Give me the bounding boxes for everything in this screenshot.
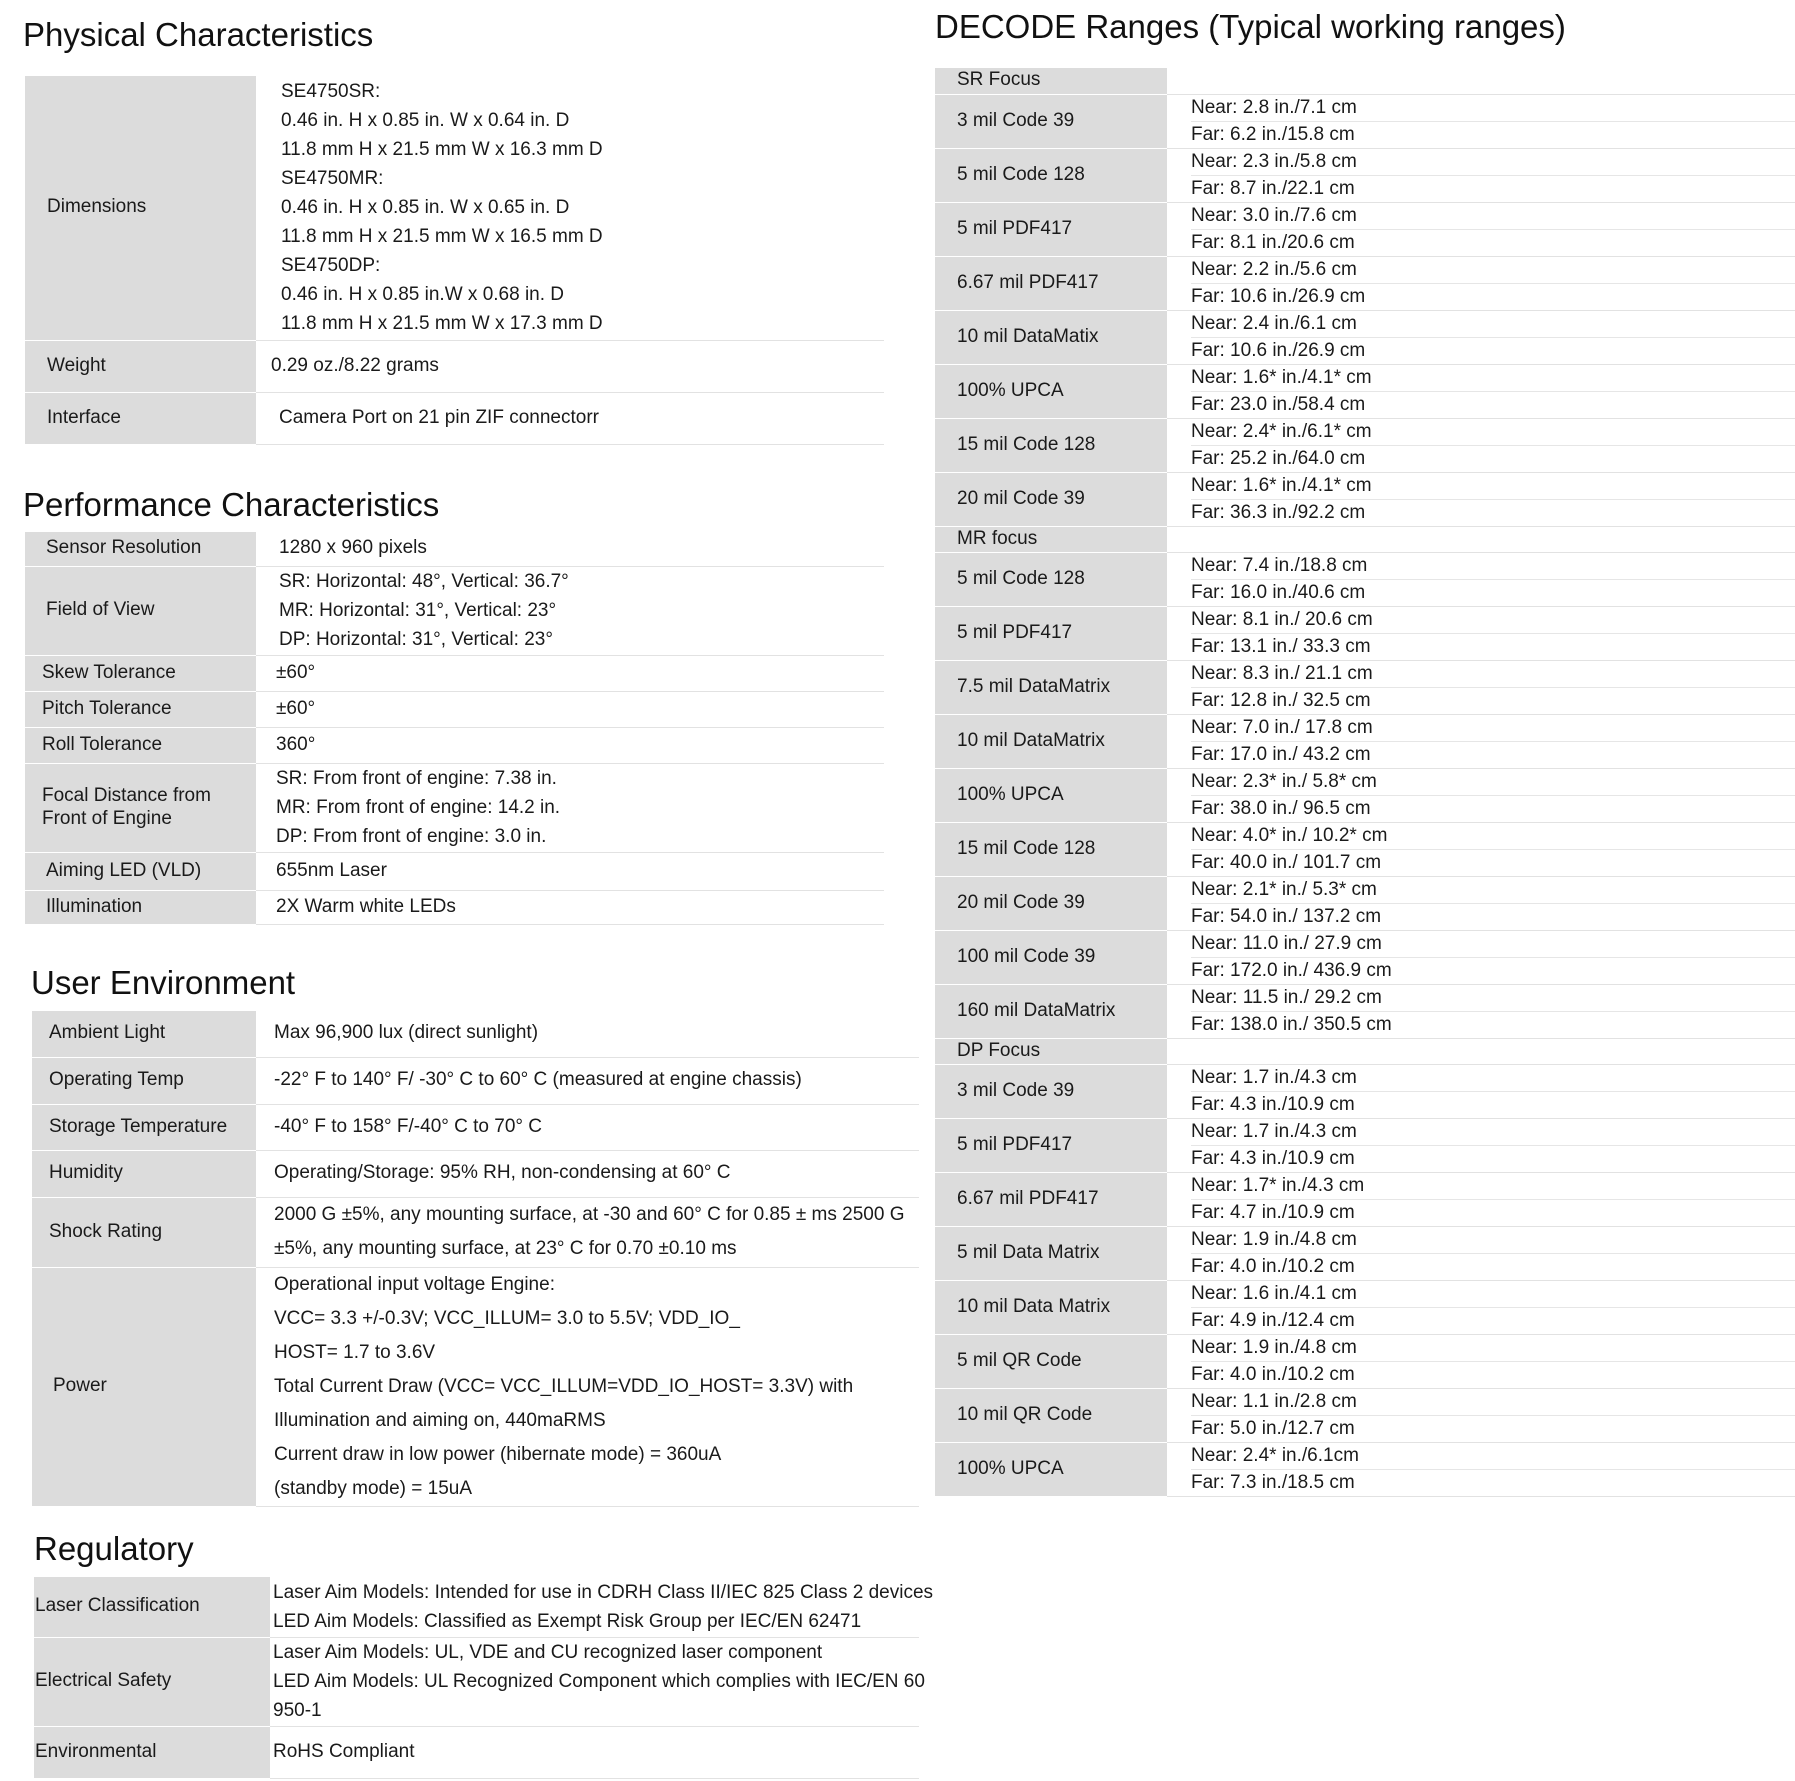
decode-symbology-label: 6.67 mil PDF417 <box>935 1172 1167 1226</box>
decode-row <box>935 660 1795 714</box>
decode-range-value <box>1167 1064 1795 1118</box>
decode-range-value <box>1167 310 1795 364</box>
decode-symbology-label: 10 mil DataMatrix <box>935 714 1167 768</box>
power-value: Operational input voltage Engine: VCC= 3.3 +/-0.3V; VCC_ILLUM= 3.0 to 5.5V; VDD_IO_ HOST= 1.7 to 3.6V Total Current Draw (VCC= VCC_ILLUM=VDD_IO_HOST= 3.3V) with Illumination and aiming on, 440maRMS Current draw in low power (hibernate mode) = 360uA (standby mode) = 15uA <box>256 1267 919 1506</box>
decode-far-range: Far: 23.0 in./58.4 cm <box>1191 393 1366 415</box>
decode-far-range: Far: 10.6 in./26.9 cm <box>1191 339 1366 361</box>
operating-temp-value: -22° F to 140° F/ -30° C to 60° C (measured at engine chassis) <box>256 1057 919 1104</box>
decode-row <box>935 202 1795 256</box>
decode-far-range: Far: 17.0 in./ 43.2 cm <box>1191 743 1371 765</box>
decode-near-range: Near: 8.1 in./ 20.6 cm <box>1191 607 1795 634</box>
decode-symbology-label: 5 mil Code 128 <box>935 148 1167 202</box>
decode-far-range: Far: 8.1 in./20.6 cm <box>1191 231 1355 253</box>
humidity-value: Operating/Storage: 95% RH, non-condensing at 60° C <box>256 1150 919 1197</box>
decode-near-range: Near: 3.0 in./7.6 cm <box>1191 203 1795 230</box>
decode-near-range: Near: 2.4* in./6.1* cm <box>1191 419 1795 446</box>
illumination-value: 2X Warm white LEDs <box>256 890 884 924</box>
decode-far-range: Far: 7.3 in./18.5 cm <box>1191 1471 1355 1493</box>
pitch-tolerance-value: ±60° <box>256 691 884 727</box>
laser-classification-label: Laser Classification <box>34 1577 270 1637</box>
decode-range-value <box>1167 1442 1795 1496</box>
decode-symbology-label: 100% UPCA <box>935 1442 1167 1496</box>
decode-near-range: Near: 1.7 in./4.3 cm <box>1191 1065 1795 1092</box>
roll-tolerance-label: Roll Tolerance <box>25 727 256 763</box>
decode-near-range: Near: 11.0 in./ 27.9 cm <box>1191 931 1795 958</box>
decode-range-value <box>1167 876 1795 930</box>
decode-near-range: Near: 2.2 in./5.6 cm <box>1191 257 1795 284</box>
decode-near-range: Near: 1.9 in./4.8 cm <box>1191 1227 1795 1254</box>
decode-row <box>935 768 1795 822</box>
performance-characteristics-heading: Performance Characteristics <box>23 486 440 523</box>
decode-ranges-table <box>935 68 1795 1497</box>
decode-near-range: Near: 8.3 in./ 21.1 cm <box>1191 661 1795 688</box>
decode-symbology-label: 100% UPCA <box>935 768 1167 822</box>
decode-symbology-label: 15 mil Code 128 <box>935 822 1167 876</box>
decode-row <box>935 1172 1795 1226</box>
decode-far-range: Far: 36.3 in./92.2 cm <box>1191 501 1366 523</box>
decode-group-label: SR Focus <box>935 68 1167 94</box>
electrical-safety-value: Laser Aim Models: UL, VDE and CU recognized laser component LED Aim Models: UL Recognized Component which complies with IEC/EN 60 950-1 <box>270 1637 919 1726</box>
interface-value: Camera Port on 21 pin ZIF connectorr <box>256 392 884 444</box>
decode-near-range: Near: 7.0 in./ 17.8 cm <box>1191 715 1795 742</box>
decode-far-range: Far: 6.2 in./15.8 cm <box>1191 123 1355 145</box>
decode-range-value <box>1167 1118 1795 1172</box>
storage-temperature-value: -40° F to 158° F/-40° C to 70° C <box>256 1104 919 1150</box>
decode-range-value <box>1167 930 1795 984</box>
weight-value: 0.29 oz./8.22 grams <box>256 340 884 392</box>
decode-symbology-label: 20 mil Code 39 <box>935 876 1167 930</box>
decode-near-range: Near: 1.7 in./4.3 cm <box>1191 1119 1795 1146</box>
decode-symbology-label: 10 mil Data Matrix <box>935 1280 1167 1334</box>
decode-near-range: Near: 1.1 in./2.8 cm <box>1191 1389 1795 1416</box>
ambient-light-label: Ambient Light <box>32 1011 256 1057</box>
decode-range-value <box>1167 606 1795 660</box>
humidity-label: Humidity <box>32 1150 256 1197</box>
decode-near-range: Near: 2.4* in./6.1cm <box>1191 1443 1795 1470</box>
decode-row <box>935 714 1795 768</box>
decode-near-range: Near: 1.9 in./4.8 cm <box>1191 1335 1795 1362</box>
decode-far-range: Far: 4.0 in./10.2 cm <box>1191 1363 1355 1385</box>
decode-far-range: Far: 172.0 in./ 436.9 cm <box>1191 959 1392 981</box>
decode-symbology-label: 10 mil DataMatix <box>935 310 1167 364</box>
physical-characteristics-heading: Physical Characteristics <box>23 16 374 53</box>
decode-range-value <box>1167 202 1795 256</box>
decode-near-range: Near: 7.4 in./18.8 cm <box>1191 553 1795 580</box>
decode-group-header <box>935 526 1795 552</box>
dimensions-value: SE4750SR: 0.46 in. H x 0.85 in. W x 0.64 in. D 11.8 mm H x 21.5 mm W x 16.3 mm D SE4750MR: 0.46 in. H x 0.85 in. W x 0.65 in. D 11.8 mm H x 21.5 mm W x 16.5 mm D SE4750DP: 0.46 in. H x 0.85 in.W x 0.68 in. D 11.8 mm H x 21.5 mm W x 17.3 mm D <box>256 76 884 340</box>
decode-range-value <box>1167 148 1795 202</box>
environmental-value: RoHS Compliant <box>270 1726 919 1778</box>
aiming-led-value: 655nm Laser <box>256 852 884 890</box>
decode-range-value <box>1167 660 1795 714</box>
aiming-led-label: Aiming LED (VLD) <box>25 852 256 890</box>
decode-group-header <box>935 1038 1795 1064</box>
decode-far-range: Far: 4.9 in./12.4 cm <box>1191 1309 1355 1331</box>
decode-range-value <box>1167 552 1795 606</box>
illumination-label: Illumination <box>25 890 256 924</box>
sensor-resolution-value: 1280 x 960 pixels <box>256 532 884 566</box>
sensor-resolution-label: Sensor Resolution <box>25 532 256 566</box>
decode-row <box>935 1442 1795 1496</box>
decode-near-range: Near: 4.0* in./ 10.2* cm <box>1191 823 1795 850</box>
decode-near-range: Near: 2.4 in./6.1 cm <box>1191 311 1795 338</box>
decode-far-range: Far: 54.0 in./ 137.2 cm <box>1191 905 1382 927</box>
field-of-view-label: Field of View <box>25 566 256 655</box>
pitch-tolerance-label: Pitch Tolerance <box>25 691 256 727</box>
decode-symbology-label: 3 mil Code 39 <box>935 94 1167 148</box>
decode-row <box>935 984 1795 1038</box>
decode-range-value <box>1167 1334 1795 1388</box>
decode-symbology-label: 5 mil Data Matrix <box>935 1226 1167 1280</box>
decode-row <box>935 256 1795 310</box>
regulatory-heading: Regulatory <box>34 1530 194 1567</box>
decode-row <box>935 310 1795 364</box>
regulatory-table <box>34 1577 934 1779</box>
decode-range-value <box>1167 364 1795 418</box>
decode-symbology-label: 160 mil DataMatrix <box>935 984 1167 1038</box>
focal-distance-label: Focal Distance from Front of Engine <box>25 763 256 852</box>
decode-symbology-label: 6.67 mil PDF417 <box>935 256 1167 310</box>
decode-row <box>935 822 1795 876</box>
decode-range-value <box>1167 1172 1795 1226</box>
environmental-label: Environmental <box>34 1726 270 1778</box>
decode-far-range: Far: 4.7 in./10.9 cm <box>1191 1201 1355 1223</box>
physical-characteristics-table <box>25 76 884 445</box>
decode-range-value <box>1167 1388 1795 1442</box>
decode-far-range: Far: 8.7 in./22.1 cm <box>1191 177 1355 199</box>
electrical-safety-label: Electrical Safety <box>34 1637 270 1726</box>
decode-row <box>935 1118 1795 1172</box>
decode-far-range: Far: 12.8 in./ 32.5 cm <box>1191 689 1371 711</box>
shock-rating-label: Shock Rating <box>32 1197 256 1267</box>
skew-tolerance-value: ±60° <box>256 655 884 691</box>
user-environment-table <box>32 1011 919 1507</box>
decode-group-spacer <box>1167 526 1795 552</box>
decode-near-range: Near: 1.6* in./4.1* cm <box>1191 473 1795 500</box>
decode-far-range: Far: 4.0 in./10.2 cm <box>1191 1255 1355 1277</box>
weight-label: Weight <box>25 340 256 392</box>
decode-symbology-label: 5 mil PDF417 <box>935 1118 1167 1172</box>
decode-row <box>935 1334 1795 1388</box>
decode-far-range: Far: 10.6 in./26.9 cm <box>1191 285 1366 307</box>
decode-range-value <box>1167 822 1795 876</box>
decode-row <box>935 1388 1795 1442</box>
decode-group-label: DP Focus <box>935 1038 1167 1064</box>
field-of-view-value: SR: Horizontal: 48°, Vertical: 36.7° MR: Horizontal: 31°, Vertical: 23° DP: Horizontal: 31°, Vertical: 23° <box>256 566 884 655</box>
decode-near-range: Near: 2.3* in./ 5.8* cm <box>1191 769 1795 796</box>
decode-near-range: Near: 2.3 in./5.8 cm <box>1191 149 1795 176</box>
decode-row <box>935 1280 1795 1334</box>
decode-symbology-label: 5 mil PDF417 <box>935 202 1167 256</box>
decode-range-value <box>1167 714 1795 768</box>
decode-near-range: Near: 1.6 in./4.1 cm <box>1191 1281 1795 1308</box>
focal-distance-value: SR: From front of engine: 7.38 in. MR: From front of engine: 14.2 in. DP: From front of engine: 3.0 in. <box>256 763 884 852</box>
decode-symbology-label: 100 mil Code 39 <box>935 930 1167 984</box>
decode-far-range: Far: 40.0 in./ 101.7 cm <box>1191 851 1382 873</box>
decode-row <box>935 364 1795 418</box>
dimensions-label: Dimensions <box>25 76 256 340</box>
decode-row <box>935 148 1795 202</box>
decode-row <box>935 472 1795 526</box>
skew-tolerance-label: Skew Tolerance <box>25 655 256 691</box>
decode-symbology-label: 7.5 mil DataMatrix <box>935 660 1167 714</box>
decode-range-value <box>1167 1226 1795 1280</box>
decode-near-range: Near: 1.6* in./4.1* cm <box>1191 365 1795 392</box>
decode-symbology-label: 15 mil Code 128 <box>935 418 1167 472</box>
decode-far-range: Far: 4.3 in./10.9 cm <box>1191 1147 1355 1169</box>
decode-group-label: MR focus <box>935 526 1167 552</box>
decode-ranges-heading: DECODE Ranges (Typical working ranges) <box>935 8 1566 45</box>
decode-symbology-label: 3 mil Code 39 <box>935 1064 1167 1118</box>
decode-far-range: Far: 38.0 in./ 96.5 cm <box>1191 797 1371 819</box>
decode-symbology-label: 20 mil Code 39 <box>935 472 1167 526</box>
decode-range-value <box>1167 984 1795 1038</box>
decode-row <box>935 94 1795 148</box>
decode-far-range: Far: 16.0 in./40.6 cm <box>1191 581 1366 603</box>
decode-far-range: Far: 5.0 in./12.7 cm <box>1191 1417 1355 1439</box>
decode-range-value <box>1167 472 1795 526</box>
decode-symbology-label: 5 mil Code 128 <box>935 552 1167 606</box>
decode-group-header <box>935 68 1795 94</box>
decode-range-value <box>1167 768 1795 822</box>
user-environment-heading: User Environment <box>31 964 296 1001</box>
storage-temperature-label: Storage Temperature <box>32 1104 256 1150</box>
decode-range-value <box>1167 94 1795 148</box>
decode-range-value <box>1167 256 1795 310</box>
decode-group-spacer <box>1167 68 1795 94</box>
decode-far-range: Far: 138.0 in./ 350.5 cm <box>1191 1013 1392 1035</box>
decode-row <box>935 606 1795 660</box>
decode-row <box>935 1226 1795 1280</box>
power-label: Power <box>32 1267 256 1506</box>
decode-near-range: Near: 11.5 in./ 29.2 cm <box>1191 985 1795 1012</box>
decode-range-value <box>1167 1280 1795 1334</box>
decode-row <box>935 876 1795 930</box>
decode-far-range: Far: 4.3 in./10.9 cm <box>1191 1093 1355 1115</box>
ambient-light-value: Max 96,900 lux (direct sunlight) <box>256 1011 919 1057</box>
laser-classification-value: Laser Aim Models: Intended for use in CDRH Class II/IEC 825 Class 2 devices LED Aim Models: Classified as Exempt Risk Group per IEC/EN 62471 <box>270 1577 919 1637</box>
decode-symbology-label: 5 mil PDF417 <box>935 606 1167 660</box>
decode-far-range: Far: 13.1 in./ 33.3 cm <box>1191 635 1371 657</box>
decode-far-range: Far: 25.2 in./64.0 cm <box>1191 447 1366 469</box>
decode-near-range: Near: 2.1* in./ 5.3* cm <box>1191 877 1795 904</box>
decode-symbology-label: 10 mil QR Code <box>935 1388 1167 1442</box>
shock-rating-value: 2000 G ±5%, any mounting surface, at -30 and 60° C for 0.85 ± ms 2500 G ±5%, any mounting surface, at 23° C for 0.70 ±0.10 ms <box>256 1197 919 1267</box>
interface-label: Interface <box>25 392 256 444</box>
performance-characteristics-table <box>25 532 884 925</box>
roll-tolerance-value: 360° <box>256 727 884 763</box>
decode-symbology-label: 100% UPCA <box>935 364 1167 418</box>
operating-temp-label: Operating Temp <box>32 1057 256 1104</box>
decode-symbology-label: 5 mil QR Code <box>935 1334 1167 1388</box>
decode-near-range: Near: 2.8 in./7.1 cm <box>1191 95 1795 122</box>
decode-row <box>935 418 1795 472</box>
decode-row <box>935 930 1795 984</box>
decode-near-range: Near: 1.7* in./4.3 cm <box>1191 1173 1795 1200</box>
decode-group-spacer <box>1167 1038 1795 1064</box>
decode-row <box>935 552 1795 606</box>
decode-row <box>935 1064 1795 1118</box>
decode-range-value <box>1167 418 1795 472</box>
